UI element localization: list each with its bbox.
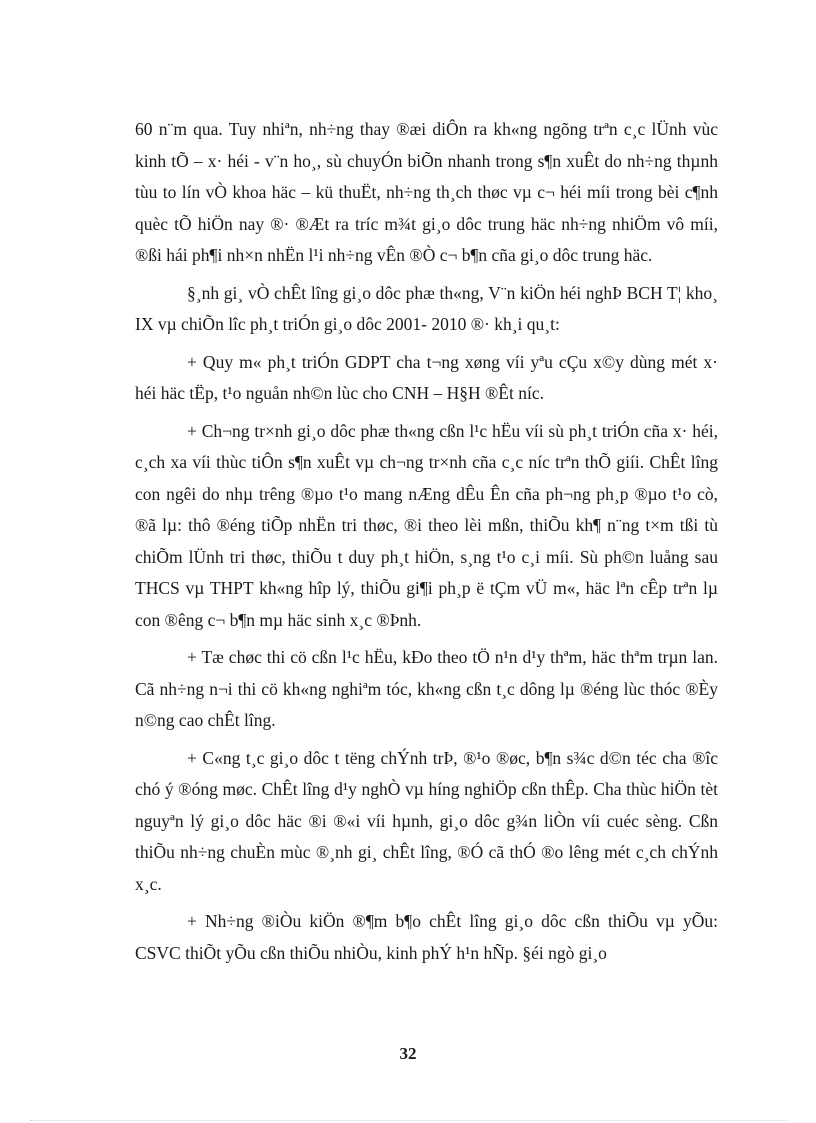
paragraph-2: §¸nh gi¸ vÒ chÊt lîng gi¸o dôc phæ th«ng, V¨n kiÖn héi nghÞ BCH T¦ kho¸ IX vµ chiÕn lîc ph¸t triÓn gi¸o dôc 2001- 2010 ®· kh¸i qu¸t: xyxy=(135,282,718,334)
paragraph-5: + Tæ chøc thi cö cßn l¹c hËu, kÐo theo tÖ n¹n d¹y thªm, häc thªm trµn lan. Cã nh÷ng n¬i thi cö kh«ng nghiªm tóc, kh«ng cßn t¸c dông lµ ®éng lùc thóc ®Èy n©ng cao chÊt lîng. xyxy=(135,647,718,730)
paragraph-1: 60 n¨m qua. Tuy nhiªn, nh÷ng thay ®æi diÔn ra kh«ng ngõng trªn c¸c lÜnh vùc kinh tÕ – x· héi - v¨n ho¸, sù chuyÓn biÕn nhanh trong s¶n xuÊt do nh÷ng thµnh tùu to lín vÒ khoa häc – kü thuËt, nh÷ng th¸ch thøc vµ c¬ héi míi trong bèi c¶nh quèc tÕ hiÖn nay ®· ®Æt ra tríc m¾t gi¸o dôc trung häc nh÷ng nhiÖm vô míi, ®ßi hái ph¶i nh×n nhËn l¹i nh÷ng vÊn ®Ò c¬ b¶n cña gi¸o dôc trung häc. xyxy=(135,119,718,265)
paragraph-4: + Ch¬ng tr×nh gi¸o dôc phæ th«ng cßn l¹c hËu víi sù ph¸t triÓn cña x· héi, c¸ch xa víi thùc tiÔn s¶n xuÊt vµ ch¬ng tr×nh cña c¸c níc trªn thÕ giíi. ChÊt lîng con ngêi do nhµ trêng ®µo t¹o mang nÆng dÊu Ên cña ph¬ng ph¸p ®µo t¹o cò, ®ã lµ: thô ®éng tiÕp nhËn tri thøc, ®i theo lèi mßn, thiÕu kh¶ n¨ng t×m tßi tù chiÕm lÜnh tri thøc, thiÕu t duy ph¸t hiÖn, s¸ng t¹o c¸i míi. Sù ph©n luång sau THCS vµ THPT kh«ng hîp lý, thiÕu gi¶i ph¸p ë tÇm vÜ m«, häc lªn cÊp trªn lµ con ®êng c¬ b¶n mµ häc sinh x¸c ®Þnh. xyxy=(135,420,718,630)
paragraph-6: + C«ng t¸c gi¸o dôc t tëng chÝnh trÞ, ®¹o ®øc, b¶n s¾c d©n téc cha ®îc chó ý ®óng møc. ChÊt lîng d¹y nghÒ vµ híng nghiÖp cßn thÊp. Cha thùc hiÖn tèt nguyªn lý gi¸o dôc häc ®i ®«i víi hµnh, gi¸o dôc g¾n liÒn víi cuéc sèng. Cßn thiÕu nh÷ng chuÈn mùc ®¸nh gi¸ chÊt lîng, ®Ó cã thÓ ®o lêng mét c¸ch chÝnh x¸c. xyxy=(135,747,718,894)
paragraph-7: + Nh÷ng ®iÒu kiÖn ®¶m b¶o chÊt lîng gi¸o dôc cßn thiÕu vµ yÕu: CSVC thiÕt yÕu cßn thiÕu nhiÒu, kinh phÝ h¹n hÑp. §éi ngò gi¸o xyxy=(135,911,718,963)
page-bottom-edge xyxy=(30,1120,786,1121)
paragraph-3: + Quy m« ph¸t triÓn GDPT cha t¬ng xøng víi yªu cÇu x©y dùng mét x· héi häc tËp, t¹o nguån nh©n lùc cho CNH – H§H ®Êt níc. xyxy=(135,351,718,403)
page-body xyxy=(135,114,718,975)
page-number: 32 xyxy=(399,1044,417,1063)
